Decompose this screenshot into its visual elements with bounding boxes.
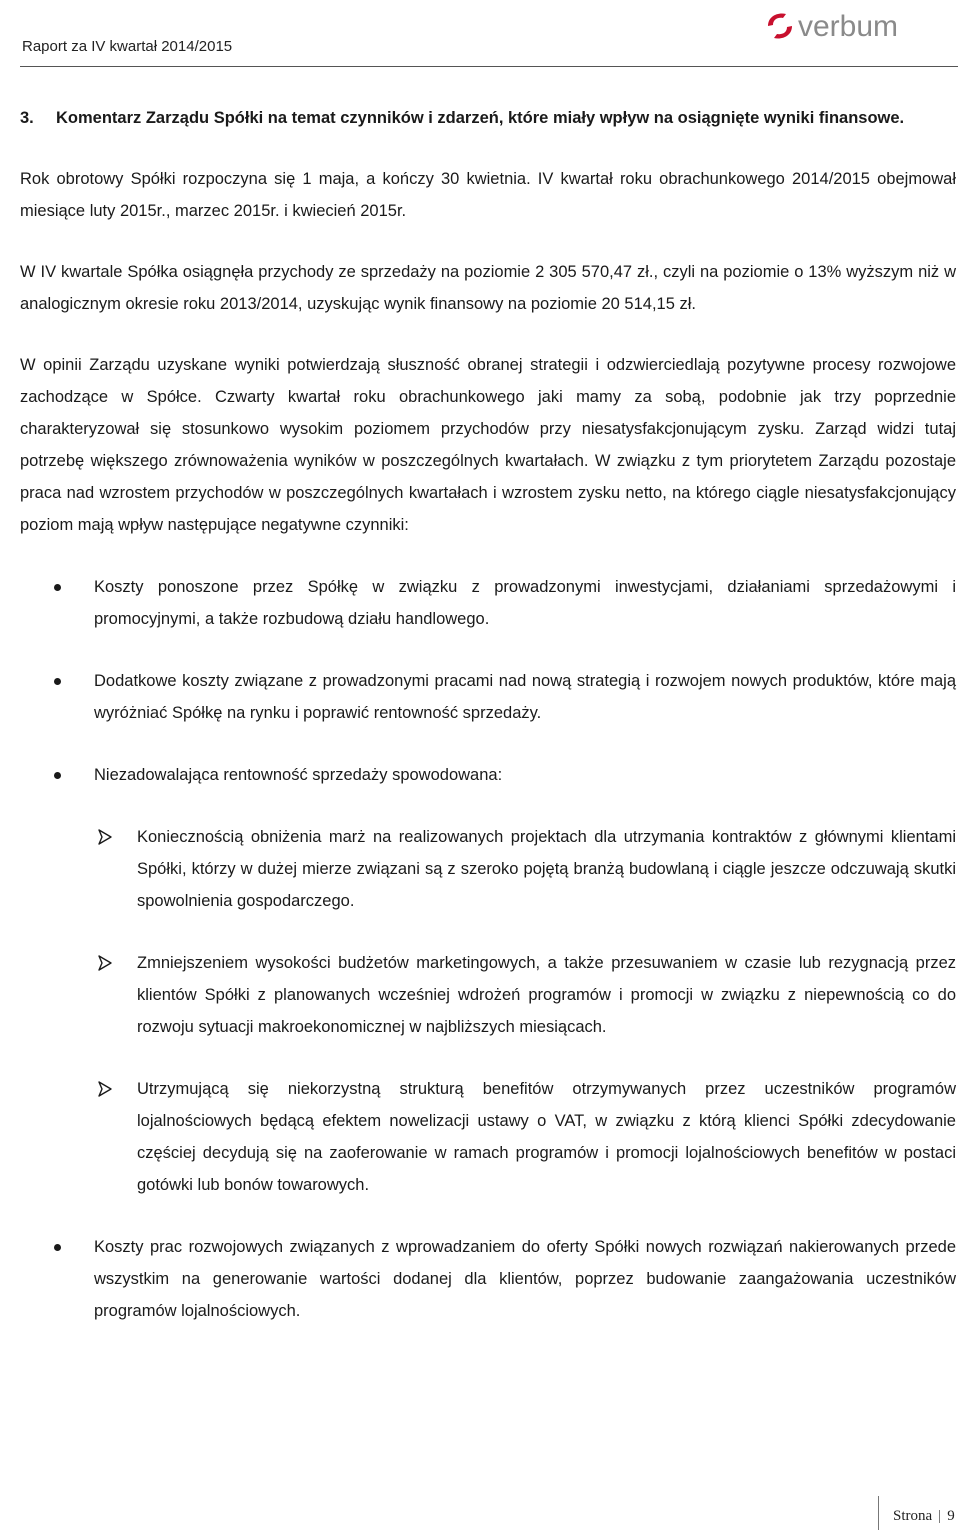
page-footer: [893, 1508, 955, 1525]
section-title: Komentarz Zarządu Spółki na temat czynników i zdarzeń, które miały wpływ na osiągnięte wyniki finansowe.: [56, 109, 905, 127]
sub-list-item-text: Zmniejszeniem wysokości budżetów marketingowych, a także przesuwaniem w czasie lub rezygnacją przez klientów Spółki z planowanych wcześniej wdrożeń programów i promocji w związku z niepewnością co do rozwoju sytuacji makroekonomicznej w najbliższych miesiącach.: [137, 954, 956, 1036]
header-divider: [20, 66, 958, 67]
list-item-text: Koszty ponoszone przez Spółkę w związku z prowadzonymi inwestycjami, działaniami sprzedażowymi i promocyjnymi, a także rozbudową działu handlowego.: [94, 578, 956, 628]
section-heading: [20, 102, 956, 134]
list-item-text: Niezadowalająca rentowność sprzedaży spowodowana:: [94, 766, 503, 784]
sub-list-item-text: Utrzymującą się niekorzystną strukturą benefitów otrzymywanych przez uczestników programów lojalnościowych będącą efektem nowelizacji ustawy o VAT, w związku z którą klienci Spółki zdecydowanie częściej decydują się na zaoferowanie w ramach programów i promocji lojalnościowych benefitów w postaci gotówki lub bonów towarowych.: [137, 1080, 956, 1194]
sub-list-item: [20, 1073, 956, 1201]
paragraph: W opinii Zarządu uzyskane wyniki potwierdzają słuszność obranej strategii i odzwierciedlają pozytywne procesy rozwojowe zachodzące w Spółce. Czwarty kwartał roku obrachunkowego jaki mamy za sobą, podobnie jak trzy poprzednie charakteryzował się stosunkowo wysokim poziomem przychodów przy niesatysfakcjonującym zysku. Zarząd widzi tutaj potrzebę większego zrównoważenia wyników w poszczególnych kwartałach. W związku z tym priorytetem Zarządu pozostaje praca nad wzrostem przychodów w poszczególnych kwartałach i wzrostem zysku netto, na którego ciągle niesatysfakcjonujący poziom mają wpływ następujące negatywne czynniki:: [20, 356, 956, 534]
sub-list-item-text: Koniecznością obniżenia marż na realizowanych projektach dla utrzymania kontraktów z głównymi klientami Spółki, którzy w dużej mierze związani są z szeroko pojętą branżą budowlaną i ciągle jeszcze odczuwają skutki spowolnienia gospodarczego.: [137, 828, 956, 910]
arrowhead-icon: [97, 955, 113, 971]
verbum-logo: [762, 4, 942, 48]
list-item-text: Dodatkowe koszty związane z prowadzonymi pracami nad nową strategią i rozwojem nowych produktów, które mają wyróżniać Spółkę na rynku i poprawić rentowność sprzedaży.: [94, 672, 956, 722]
bullet-icon: [54, 584, 61, 591]
main-content: [20, 102, 956, 1327]
bullet-icon: [54, 678, 61, 685]
sub-list-item: [20, 821, 956, 917]
footer-divider: [878, 1496, 879, 1530]
page-number: 9: [947, 1508, 955, 1524]
bullet-icon: [54, 772, 61, 779]
arrowhead-icon: [97, 829, 113, 845]
list-item: [20, 571, 956, 635]
list-item: [20, 1231, 956, 1327]
list-item-text: Koszty prac rozwojowych związanych z wprowadzaniem do oferty Spółki nowych rozwiązań nakierowanych przede wszystkim na generowanie wartości dodanej dla klientów, poprzez budowanie zaangażowania uczestników programów lojalnościowych.: [94, 1238, 956, 1320]
logo-text: verbum: [798, 10, 899, 43]
footer-separator: |: [938, 1508, 942, 1524]
section-number: 3.: [20, 109, 34, 127]
sub-list-item: [20, 947, 956, 1043]
bullet-icon: [54, 1244, 61, 1251]
report-title: Raport za IV kwartał 2014/2015: [22, 38, 233, 55]
page-label: Strona: [893, 1508, 933, 1524]
paragraph: W IV kwartale Spółka osiągnęła przychody ze sprzedaży na poziomie 2 305 570,47 zł., czyli na poziomie o 13% wyższym niż w analogicznym okresie roku 2013/2014, uzyskując wynik finansowy na poziomie 20 514,15 zł.: [20, 263, 956, 313]
paragraph: Rok obrotowy Spółki rozpoczyna się 1 maja, a kończy 30 kwietnia. IV kwartał roku obrachunkowego 2014/2015 obejmował miesiące luty 2015r., marzec 2015r. i kwiecień 2015r.: [20, 170, 956, 220]
list-item: [20, 759, 956, 791]
page-header: [0, 0, 960, 68]
list-item: [20, 665, 956, 729]
arrowhead-icon: [97, 1081, 113, 1097]
